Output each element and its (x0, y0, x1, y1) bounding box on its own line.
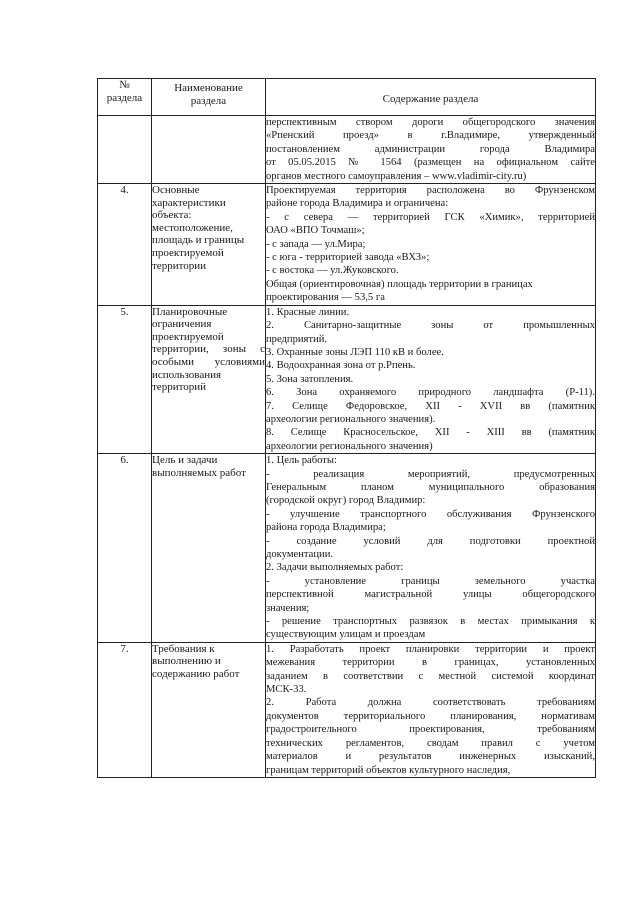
content-line: от 05.05.2015 № 1564 (размещен на официальном сайте (266, 157, 595, 169)
content-line: проектирования — 53,5 га (266, 292, 385, 304)
content-line: 2. Санитарно-защитные зоны от промышленных (266, 320, 595, 332)
section-number: 7. (98, 642, 152, 777)
table-header-row (98, 79, 596, 116)
content-line: археологии регионального значения) (266, 440, 433, 452)
header-number-line-2: раздела (106, 91, 143, 104)
content-line: - с севера — территорией ГСК «Химик», территорией (266, 211, 595, 223)
section-content (266, 184, 596, 306)
content-line: 6. Зона охраняемого природного ландшафта (Р-11). (266, 387, 595, 399)
content-line: постановлением администрации города Владимира (266, 143, 595, 155)
document-table (97, 78, 596, 778)
section-name-line: использования (152, 368, 222, 381)
section-name-line: Цель и задачи (152, 454, 218, 467)
header-content: Содержание раздела (266, 79, 596, 116)
section-name-line: территории, зоны с (152, 343, 265, 356)
content-line: - с запада — ул.Мира; (266, 238, 366, 250)
section-name (152, 184, 266, 306)
content-line: градостроительного проектирования, требованиям (266, 724, 595, 736)
content-line: - с востока — ул.Жуковского. (266, 265, 399, 277)
content-line: 8. Селище Красносельское, XII - XIII вв (памятник (266, 427, 595, 439)
content-line: - реализация мероприятий, предусмотренных (266, 468, 595, 480)
header-name (152, 79, 266, 116)
content-line: - создание условий для подготовки проектной (266, 535, 595, 547)
content-line: перспективным створом дороги общегородского значения (266, 117, 595, 128)
section-name-line: выполнению и (152, 655, 221, 668)
header-name-line-1: Наименование (174, 82, 243, 94)
section-name-line: содержанию работ (152, 668, 240, 681)
content-line: археологии регионального значения). (266, 413, 436, 425)
content-line: района города Владимира; (266, 522, 386, 534)
section-name-line: выполняемых работ (152, 466, 246, 479)
content-line: 5. Зона затопления. (266, 373, 354, 385)
section-name (152, 454, 266, 643)
content-line: 3. Охранные зоны ЛЭП 110 кВ и более. (266, 346, 444, 358)
section-name (152, 305, 266, 453)
section-number (98, 116, 152, 184)
content-line: предприятий. (266, 333, 328, 345)
header-number (98, 79, 152, 116)
section-number: 5. (98, 305, 152, 453)
content-line: 1. Красные линии. (266, 306, 350, 318)
table-row (98, 116, 596, 184)
section-name-line: ограничения (152, 318, 212, 331)
section-name-line: проектируемой (152, 330, 224, 343)
content-line: районе города Владимира и ограничена: (266, 198, 449, 210)
content-line: заданием в соответствии с местной системой координат (266, 670, 595, 682)
section-name (152, 116, 266, 184)
content-line: Генеральным планом муниципального образования (266, 481, 595, 493)
section-name (152, 642, 266, 777)
content-line: - решение транспортных развязок в местах примыкания к (266, 616, 595, 628)
table-row (98, 642, 596, 777)
header-number-line-1: № (119, 79, 130, 91)
content-line: технических регламентов, сводам правил с учетом (266, 737, 595, 749)
section-name-line: площадь и границы (152, 234, 245, 247)
section-name-line: проектируемой (152, 247, 224, 259)
content-line: 2. Работа должна соответствовать требованиям (266, 697, 595, 709)
table-row (98, 305, 596, 453)
content-line: документации. (266, 549, 334, 560)
section-content (266, 642, 596, 777)
section-content (266, 116, 596, 184)
content-line: «Рпенский проезд» в г.Владимире, утвержденный (266, 130, 595, 142)
content-line: 7. Селище Федоровское, XII - XVII вв (памятник (266, 400, 595, 412)
content-line: границам территорий объектов культурного наследия, (266, 764, 511, 776)
content-line: существующим улицам и проездам (266, 629, 426, 641)
content-line: материалов и результатов инженерных изысканий, (266, 751, 595, 763)
content-line: - с юга - территорией завода «ВХЗ»; (266, 252, 430, 264)
content-line: МСК-33. (266, 684, 307, 696)
content-line: ОАО «ВПО Точмаш»; (266, 225, 365, 237)
section-content (266, 454, 596, 643)
content-line: 1. Разработать проект планировки территории и проект (266, 643, 595, 655)
content-line: Проектируемая территория расположена во Фрунзенском (266, 185, 595, 197)
content-line: документов территориального планирования, нормативам (266, 710, 595, 722)
section-number: 6. (98, 454, 152, 643)
content-line: межевания территории в границах, установленных (266, 657, 595, 669)
section-name-line: особыми условиями (152, 356, 265, 369)
content-line: 2. Задачи выполняемых работ: (266, 562, 404, 574)
header-name-line-2: раздела (190, 94, 227, 107)
content-line: органов местного самоуправления – www.vladimir-city.ru) (266, 170, 527, 182)
section-content (266, 305, 596, 453)
section-name-line: объекта: (152, 209, 192, 222)
content-line: 4. Водоохранная зона от р.Рпень. (266, 360, 416, 372)
section-name-line: Требования к (152, 642, 215, 655)
section-name-line: территорий (152, 381, 207, 394)
content-line: значения; (266, 602, 310, 614)
section-name-line: Планировочные (152, 305, 228, 318)
content-line: - установление границы земельного участка (266, 575, 595, 587)
content-line: - улучшение транспортного обслуживания Фрунзенского (266, 508, 595, 520)
section-name-line: Основные (152, 184, 200, 197)
content-line: Общая (ориентировочная) площадь территории в границах (266, 278, 533, 290)
content-line: 1. Цель работы: (266, 455, 337, 467)
content-line: (городской округ) город Владимир: (266, 495, 426, 507)
content-line: перспективной магистральной улицы общегородского (266, 589, 595, 601)
section-name-line: местоположение, (152, 221, 233, 234)
section-name-line: территории (152, 259, 207, 272)
table-row (98, 184, 596, 306)
section-number: 4. (98, 184, 152, 306)
table-row (98, 454, 596, 643)
section-name-line: характеристики (152, 196, 226, 209)
